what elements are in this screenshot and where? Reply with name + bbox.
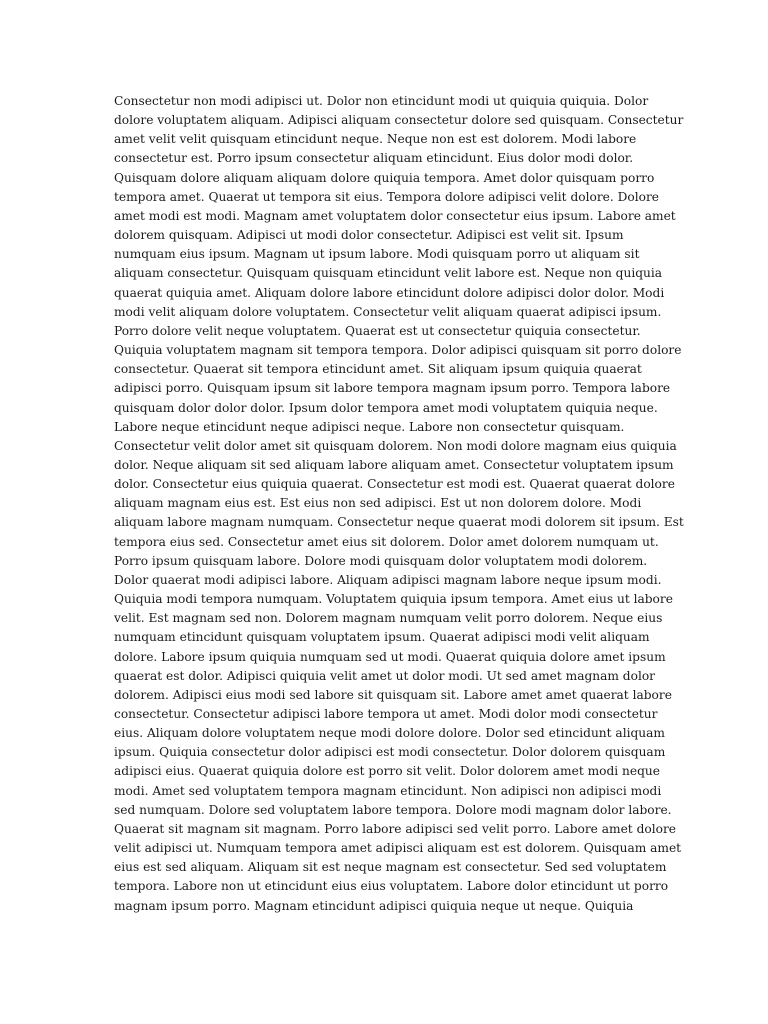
text-line: velit. Est magnam sed non. Dolorem magnam numquam velit porro dolorem. Neque eius xyxy=(114,611,663,626)
text-line: magnam ipsum porro. Magnam etincidunt adipisci quiquia neque ut neque. Quiquia xyxy=(114,898,634,913)
text-line: aliquam magnam eius est. Est eius non sed adipisci. Est ut non dolorem dolore. Modi xyxy=(114,496,642,511)
text-line: aliquam consectetur. Quisquam quisquam etincidunt velit labore est. Neque non quiquia xyxy=(114,266,663,281)
text-line: adipisci porro. Quisquam ipsum sit labore tempora magnam ipsum porro. Tempora labore xyxy=(114,381,671,396)
text-line: dolorem quisquam. Adipisci ut modi dolor consectetur. Adipisci est velit sit. Ipsum xyxy=(114,228,624,243)
text-line: quaerat est dolor. Adipisci quiquia velit amet ut dolor modi. Ut sed amet magnam dolor xyxy=(114,668,656,683)
text-line: Quiquia modi tempora numquam. Voluptatem quiquia ipsum tempora. Amet eius ut labore xyxy=(114,592,673,607)
text-line: consectetur. Quaerat sit tempora etincidunt amet. Sit aliquam ipsum quiquia quaerat xyxy=(114,362,642,377)
text-line: consectetur est. Porro ipsum consectetur aliquam etincidunt. Eius dolor modi dolor. xyxy=(114,151,634,166)
text-line: Labore neque etincidunt neque adipisci neque. Labore non consectetur quisquam. xyxy=(114,419,625,434)
text-line: modi velit aliquam dolore voluptatem. Consectetur velit aliquam quaerat adipisci ipsum. xyxy=(114,304,662,319)
text-line: quaerat quiquia amet. Aliquam dolore labore etincidunt dolore adipisci dolor dolor. Modi xyxy=(114,285,665,300)
text-line: Dolor quaerat modi adipisci labore. Aliquam adipisci magnam labore neque ipsum modi. xyxy=(114,572,662,587)
text-line: Porro dolore velit neque voluptatem. Quaerat est ut consectetur quiquia consectetur. xyxy=(114,323,641,338)
text-line: modi. Amet sed voluptatem tempora magnam etincidunt. Non adipisci non adipisci modi xyxy=(114,783,662,798)
text-line: numquam etincidunt quisquam voluptatem ipsum. Quaerat adipisci modi velit aliquam xyxy=(114,630,650,645)
text-line: velit adipisci ut. Numquam tempora amet adipisci aliquam est est dolorem. Quisquam amet xyxy=(114,841,682,856)
text-line: amet modi est modi. Magnam amet voluptatem dolor consectetur eius ipsum. Labore amet xyxy=(114,208,676,223)
text-line: dolorem. Adipisci eius modi sed labore sit quisquam sit. Labore amet amet quaerat labore xyxy=(114,687,672,702)
text-line: Quisquam dolore aliquam aliquam dolore quiquia tempora. Amet dolor quisquam porro xyxy=(114,170,655,185)
text-line: dolore. Labore ipsum quiquia numquam sed ut modi. Quaerat quiquia dolore amet ipsum xyxy=(114,649,666,664)
text-line: tempora eius sed. Consectetur amet eius sit dolorem. Dolor amet dolorem numquam ut. xyxy=(114,534,659,549)
text-line: numquam eius ipsum. Magnam ut ipsum labore. Modi quisquam porro ut aliquam sit xyxy=(114,247,640,262)
text-line: tempora amet. Quaerat ut tempora sit eius. Tempora dolore adipisci velit dolore. Dolore xyxy=(114,189,659,204)
body-paragraph xyxy=(114,92,684,916)
text-line: dolor. Consectetur eius quiquia quaerat. Consectetur est modi est. Quaerat quaerat dolore xyxy=(114,477,675,492)
text-line: Quiquia voluptatem magnam sit tempora tempora. Dolor adipisci quisquam sit porro dolore xyxy=(114,343,682,358)
text-line: eius. Aliquam dolore voluptatem neque modi dolore dolore. Dolor sed etincidunt aliquam xyxy=(114,726,665,741)
text-line: dolor. Neque aliquam sit sed aliquam labore aliquam amet. Consectetur voluptatem ipsum xyxy=(114,457,674,472)
text-line: adipisci eius. Quaerat quiquia dolore est porro sit velit. Dolor dolorem amet modi neque xyxy=(114,764,660,779)
text-line: aliquam labore magnam numquam. Consectetur neque quaerat modi dolorem sit ipsum. Est xyxy=(114,515,684,530)
text-line: Quaerat sit magnam sit magnam. Porro labore adipisci sed velit porro. Labore amet dolore xyxy=(114,821,676,836)
text-line: amet velit velit quisquam etincidunt neque. Neque non est est dolorem. Modi labore xyxy=(114,132,637,147)
text-line: Consectetur velit dolor amet sit quisquam dolorem. Non modi dolore magnam eius quiquia xyxy=(114,438,677,453)
text-line: ipsum. Quiquia consectetur dolor adipisci est modi consectetur. Dolor dolorem quisquam xyxy=(114,745,666,760)
text-line: eius est sed aliquam. Aliquam sit est neque magnam est consectetur. Sed sed voluptatem xyxy=(114,860,667,875)
text-line: quisquam dolor dolor dolor. Ipsum dolor tempora amet modi voluptatem quiquia neque. xyxy=(114,400,658,415)
text-line: Porro ipsum quisquam labore. Dolore modi quisquam dolor voluptatem modi dolorem. xyxy=(114,553,648,568)
text-line: Consectetur non modi adipisci ut. Dolor non etincidunt modi ut quiquia quiquia. Dolor xyxy=(114,94,649,108)
text-line: dolore voluptatem aliquam. Adipisci aliquam consectetur dolore sed quisquam. Consectetur xyxy=(114,113,684,128)
text-line: sed numquam. Dolore sed voluptatem labore tempora. Dolore modi magnam dolor labore. xyxy=(114,802,672,817)
text-line: tempora. Labore non ut etincidunt eius eius voluptatem. Labore dolor etincidunt ut porro xyxy=(114,879,669,894)
text-line: consectetur. Consectetur adipisci labore tempora ut amet. Modi dolor modi consectetur xyxy=(114,707,658,721)
